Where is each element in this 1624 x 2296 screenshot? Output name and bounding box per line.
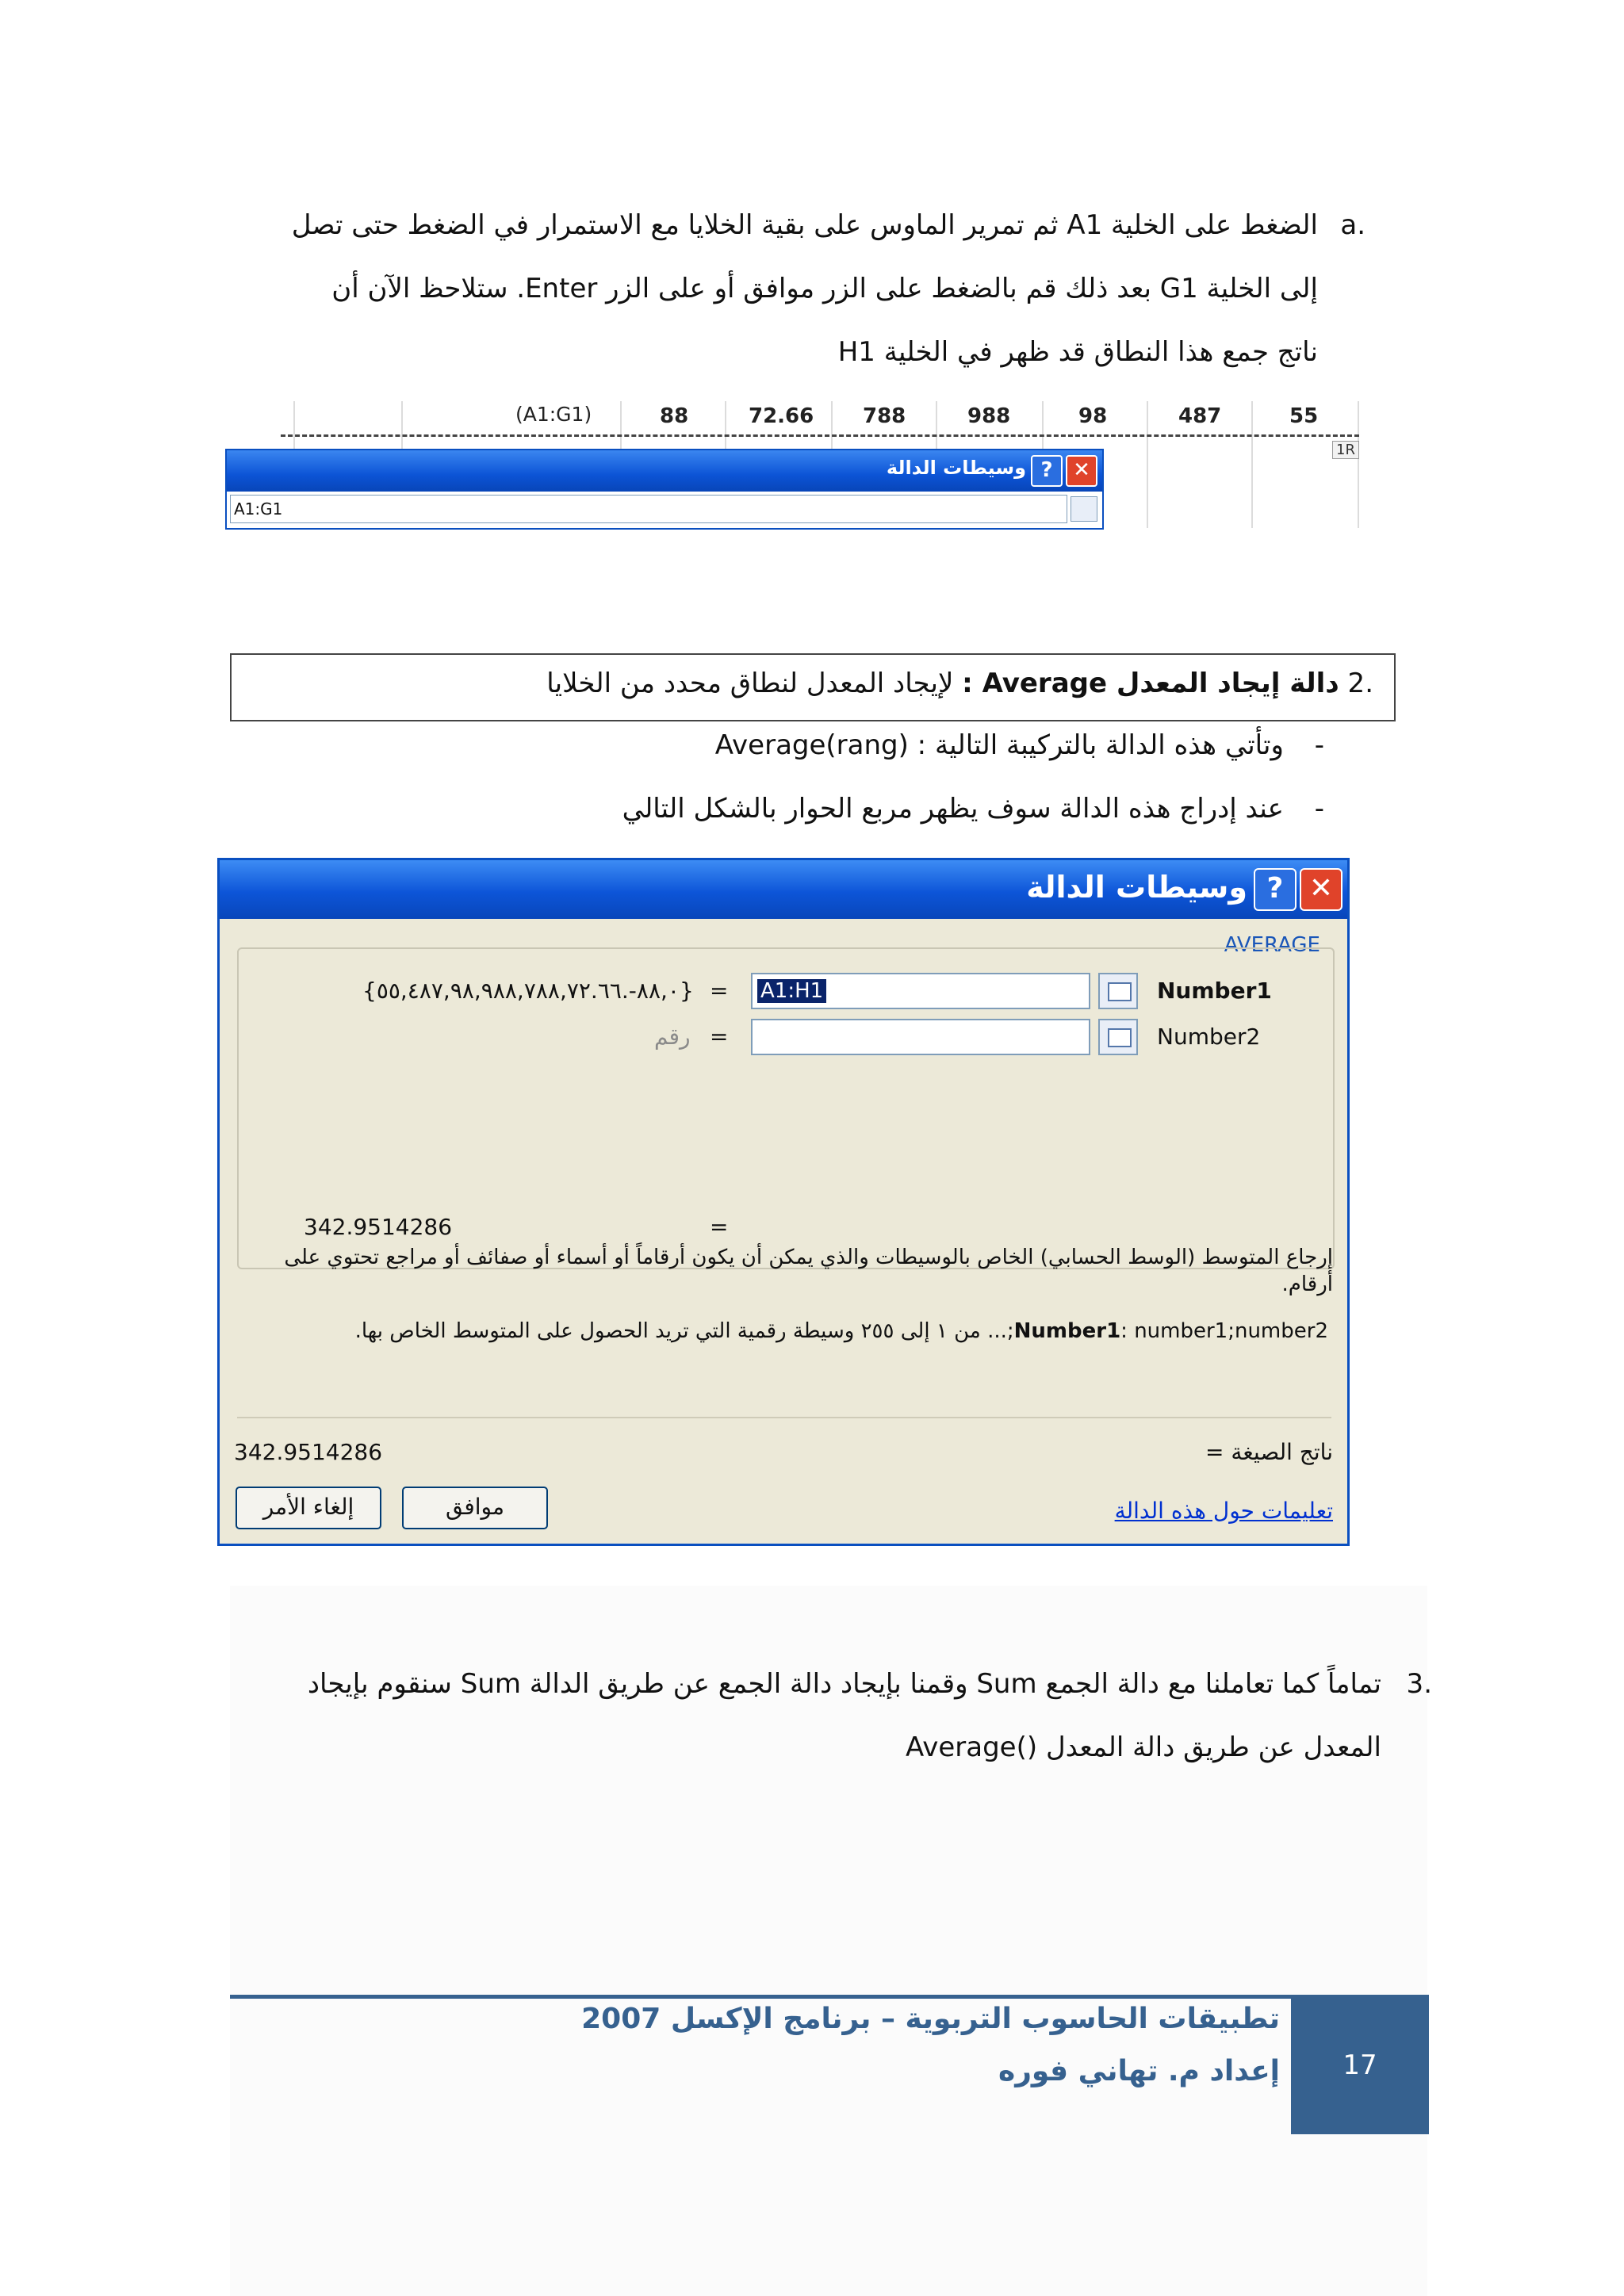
cell-value: 55	[1289, 404, 1319, 428]
footer-title: تطبيقات الحاسوب التربوية – برنامج الإكسل 2007	[581, 2003, 1280, 2035]
footer-author: إعداد م. تهاني فوره	[998, 2055, 1280, 2087]
formula-result-label: ناتج الصيغة =	[1205, 1439, 1333, 1465]
help-icon[interactable]: ?	[1254, 868, 1297, 911]
collapse-dialog-icon[interactable]	[1098, 973, 1138, 1009]
row-hint: 1R	[1332, 441, 1359, 459]
cell-value: 988	[967, 404, 1011, 428]
footer-rule	[230, 1995, 1429, 1999]
arg-number2-result: رقم	[654, 1024, 691, 1050]
cancel-button[interactable]: إلغاء الأمر	[236, 1487, 381, 1529]
mini-dialog-title: وسيطات الدالة	[886, 457, 1026, 479]
collapse-dialog-icon[interactable]	[1098, 1019, 1138, 1055]
step-a-marker: .a	[1340, 209, 1365, 241]
section-3-paragraph	[192, 1652, 1432, 1779]
mini-dialog-titlebar	[227, 450, 1102, 492]
close-icon[interactable]: ✕	[1066, 455, 1097, 487]
formula-result-value: 342.9514286	[234, 1439, 383, 1465]
bullet-1: - وتأتي هذه الدالة بالتركيبة التالية : Average(rang)	[714, 729, 1324, 761]
arg-number1-label: Number1	[1157, 978, 1272, 1004]
section-3-line-1: .3 تماماً كما تعاملنا مع دالة الجمع Sum وقمنا بإيجاد دالة الجمع عن طريق الدالة Sum سنقوم بإيجاد	[192, 1652, 1381, 1716]
collapse-dialog-icon[interactable]	[1071, 496, 1097, 522]
number1-value: A1:H1	[757, 979, 826, 1003]
section-3-line-2: المعدل عن طريق دالة المعدل ()Average	[905, 1732, 1381, 1763]
arg-desc-label: Number1	[1013, 1319, 1121, 1343]
step-a-paragraph	[192, 193, 1365, 384]
page-number: 17	[1291, 1996, 1429, 2134]
arg-number1-result: {٨٨,٠-.٥٥,٤٨٧,٩٨,٩٨٨,٧٨٨,٧٢.٦٦}	[362, 978, 694, 1004]
arg-desc-signature: number1;number2;...	[987, 1319, 1328, 1343]
cell-value: 72.66	[749, 404, 814, 428]
preview-equals: =	[710, 1214, 729, 1240]
cell-value: 487	[1178, 404, 1222, 428]
function-description: إرجاع المتوسط (الوسط الحسابي) الخاص بالوسيطات والذي يمكن أن يكون أرقاماً أو أسماء أو صفائف أو مراجع تحتوي على أرقام.	[284, 1246, 1333, 1296]
arg-number1-equals: =	[710, 978, 729, 1004]
help-link[interactable]: تعليمات حول هذه الدالة	[1114, 1498, 1333, 1524]
dialog-title: وسيطات الدالة	[1026, 870, 1247, 905]
bullet-dash: -	[1314, 729, 1324, 761]
cell-value: 98	[1078, 404, 1108, 428]
arg-number2-equals: =	[710, 1024, 729, 1050]
range-label: (A1:G1)	[515, 403, 592, 426]
help-icon[interactable]: ?	[1031, 455, 1063, 487]
ok-button[interactable]: موافق	[402, 1487, 548, 1529]
section-2-number: .2	[1347, 668, 1373, 699]
function-arguments-dialog[interactable]	[217, 858, 1350, 1546]
step-a-line-1: .a الضغط على الخلية A1 ثم تمرير الماوس على بقية الخلايا مع الاستمرار في الضغط حتى تصل	[192, 193, 1318, 257]
cell-value: 788	[863, 404, 906, 428]
step-a-line-3: ناتج جمع هذا النطاق قد ظهر في الخلية H1	[837, 336, 1318, 368]
number1-input[interactable]	[751, 973, 1090, 1009]
step-a-line-2: إلى الخلية G1 بعد ذلك قم بالضغط على الزر موافق أو على الزر Enter. ستلاحظ الآن أن	[331, 273, 1318, 304]
section-3-number: .3	[1406, 1668, 1432, 1700]
arg-number2-label: Number2	[1157, 1024, 1261, 1050]
selection-dashed-border	[281, 434, 1359, 437]
close-icon[interactable]: ✕	[1300, 868, 1342, 911]
bullet-2: - عند إدراج هذه الدالة سوف يظهر مربع الحوار بالشكل التالي	[622, 793, 1324, 825]
argument-description: Number1: number1;number2;... من ١ إلى ٢٥٥ وسيطة رقمية التي تريد الحصول على المتوسط الخاص بها.	[354, 1319, 1328, 1343]
function-name: AVERAGE	[1224, 933, 1320, 957]
section-2-heading-text: لإيجاد المعدل لنطاق محدد من الخلايا	[546, 668, 954, 699]
divider	[237, 1417, 1331, 1418]
formula-strip-screenshot	[225, 401, 1359, 528]
dialog-titlebar	[220, 860, 1347, 919]
arg-desc-text: من ١ إلى ٢٥٥ وسيطة رقمية التي تريد الحصول على المتوسط الخاص بها.	[354, 1319, 981, 1343]
cell-value: 88	[660, 404, 689, 428]
mini-function-arguments-dialog[interactable]	[225, 449, 1104, 530]
section-2-heading-bold: دالة إيجاد المعدل Average :	[962, 668, 1339, 699]
bullet-dash: -	[1314, 793, 1324, 825]
mini-range-input[interactable]: A1:G1	[230, 495, 1067, 523]
section-2-heading-box	[230, 653, 1396, 721]
number2-input[interactable]	[751, 1019, 1090, 1055]
preview-value: 342.9514286	[304, 1214, 453, 1240]
